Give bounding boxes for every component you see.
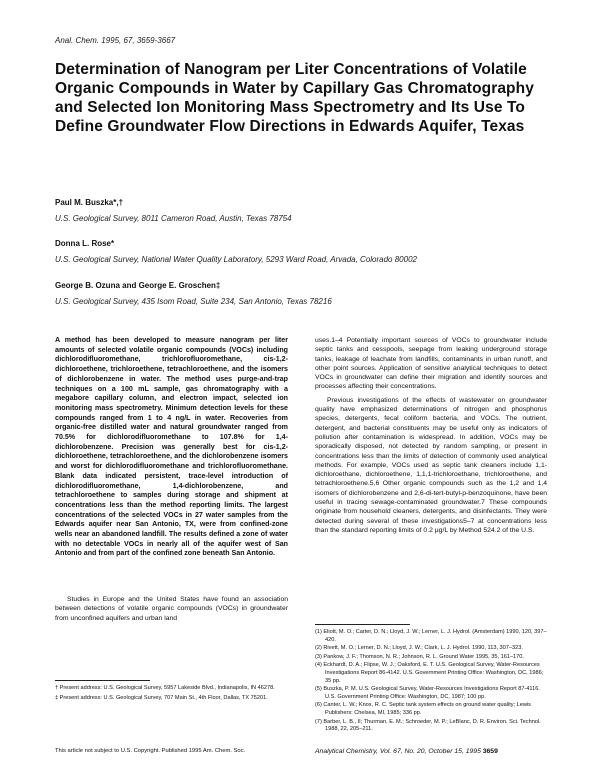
author-1: Paul M. Buszka*,† xyxy=(55,198,124,207)
journal-citation: Anal. Chem. 1995, 67, 3659-3667 xyxy=(55,36,176,45)
footnote-2: ‡ Present address: U.S. Geological Survey, 707 Main St., 4th Floor, Dallas, TX 75201. xyxy=(55,694,268,701)
references-divider xyxy=(315,624,410,625)
page-number: 3659 xyxy=(482,748,498,755)
abstract: A method has been developed to measure nanogram per liter amounts of selected volatile organic compounds (VOCs) including dichlorodifluoromethane, trichlorofluoromethane, cis-1,2-dichloroethene, trichloroethene, tetrachloroethene, and the isomers of dichlorobenzene in water. The method uses purge-and-trap techniques on a 100 mL sample, gas chromatography with a megabore capillary column, and electron impact, selected ion monitoring mass spectrometry. Minimum detection levels for these compounds ranged from 1 to 4 ng/L in water. Recoveries from organic-free distilled water and natural groundwater ranged from 70.5% for dichlorodifluoromethane to 107.8% for 1,4-dichlorobenzene. Precision was generally best for cis-1,2-dichloroethene, tetrachloroethene, and the dichlorobenzene isomers and worst for dichlorodifluoromethane and trichlorofluoromethane. Blank data indicated persistent, trace-level introduction of dichlorodifluoromethane, 1,4-dichlorobenzene, and tetrachloroethene to samples during storage and shipment at concentrations less than the method reporting limits. The largest concentrations of the selected VOCs in 27 water samples from the Edwards aquifer near San Antonio, TX, were from confined-zone wells near an abandoned landfill. The results defined a zone of water with no detectable VOCs in nearly all of the aquifer west of San Antonio and from part of the confined zone beneath San Antonio. xyxy=(55,336,288,558)
introduction-paragraph: Studies in Europe and the United States have found an association between detections of volatile organic compounds (VOCs) in groundwater from unconfined aquifers and urban land xyxy=(55,596,288,622)
page-footer xyxy=(315,748,547,755)
author-3: George B. Ozuna and George E. Groschen‡ xyxy=(55,281,221,290)
footer-journal: Analytical Chemistry, Vol. 67, No. 20, October 15, 1995 xyxy=(315,748,481,755)
footnote-1: † Present address: U.S. Geological Survey, 5957 Lakeside Blvd., Indianapolis, IN 46278. xyxy=(55,685,275,691)
reference-item: (6) Canter, L. W.; Knox, R. C. Septic tank system effects on ground water quality; Lewis Publishers: Chelsea, MI, 1985; 336 pp. xyxy=(315,702,531,716)
copyright-notice: This article not subject to U.S. Copyright. Published 1995 Am. Chem. Soc. xyxy=(55,748,246,754)
affiliation-2: U.S. Geological Survey, National Water Quality Laboratory, 5293 Ward Road, Arvada, Colorado 80002 xyxy=(55,255,417,264)
article-title: Determination of Nanogram per Liter Concentrations of Volatile Organic Compounds in Water by Capillary Gas Chromatography and Selected Ion Monitoring Mass Spectrometry and Its Use To Define Groundwater Flow Directions in Edwards Aquifer, Texas xyxy=(55,61,534,135)
affiliation-1: U.S. Geological Survey, 8011 Cameron Road, Austin, Texas 78754 xyxy=(55,214,292,223)
reference-item: (1) Eliott, M. O.; Carter, D. N.; Lloyd, J. W.; Lerner, L. J. Hydrol. (Amsterdam) 1990, 120, 397–420. xyxy=(315,629,547,643)
footnotes xyxy=(55,685,288,705)
body-paragraph-1: uses.1–4 Potentially important sources of VOCs to groundwater include septic tanks and cesspools, seepage from leaking underground storage tanks, leakage of leachate from landfills, contaminants in urban runoff, and other point sources. Application of sensitive analytical techniques to detect VOCs in groundwater can define their migration and identify sources and processes affecting their concentrations. xyxy=(315,337,547,391)
author-2: Donna L. Rose* xyxy=(55,239,115,248)
reference-item: (2) Rivett, M. O.; Lerner, D. N.; Lloyd, J. W.; Clark, L. J. Hydrol. 1990, 113, 307–323. xyxy=(315,645,523,652)
reference-item: (3) Pankow, J. F.; Thomson, N. R.; Johnson, R. L. Ground Water 1995, 35, 161–170. xyxy=(315,653,524,660)
references xyxy=(315,629,547,735)
footnote-divider xyxy=(55,680,150,681)
reference-item: (4) Eckhardt, D. A.; Flipse, W. J.; Oaksford, E. T. U.S. Geological Survey, Water-Resources Investigations Report 86-4142. U.S. Government Printing Office: Washington, DC, 1986; 35 pp. xyxy=(315,662,544,684)
right-column-text xyxy=(315,336,547,539)
body-paragraph-2: Previous investigations of the effects of wastewater on groundwater quality have emphasized determinations of nitrogen and phosphorus species, detergents, fecal coliform bacteria, and VOCs. The nutrient, detergent, and bacterial constituents may be useful only as indicators of pollution after contamination is widespread. In addition, VOCs may be sporadically disposed, not detected by random sampling, or present in concentrations less than the limits of detection of commonly used analytical methods. For example, VOCs used as septic tank cleaners include 1,1-dichloroethane, dichloroethene, 1,1,1-trichloroethane, trichloroethene, and tetrachloroethene.5,6 Other organic compounds such as the 1,2 and 1,4 isomers of dichlorobenzene and 2,6-di-tert-butyl-p-benzoquinone, have been useful in tracing sewage-contaminated groundwater.7 These compounds originate from household cleaners, detergents, and disinfectants. They were detected during several of these investigations5–7 at concentrations less than the standard reporting limits of 0.2 μg/L by Method 524.2 of the U.S. xyxy=(315,396,547,534)
reference-item: (7) Barber, L. B., II; Thurman, E. M.; Schroeder, M. P.; LeBlanc, D. R. Environ. Sci. Technol. 1988, 22, 205–211. xyxy=(315,718,541,733)
affiliation-3: U.S. Geological Survey, 435 Isom Road, Suite 234, San Antonio, Texas 78216 xyxy=(55,297,332,306)
reference-item: (5) Buszka, P. M. U.S. Geological Survey, Water-Resources Investigations Report 87-4116. U.S. Government Printing Office: Washington, DC, 1987; 100 pp. xyxy=(315,686,540,700)
